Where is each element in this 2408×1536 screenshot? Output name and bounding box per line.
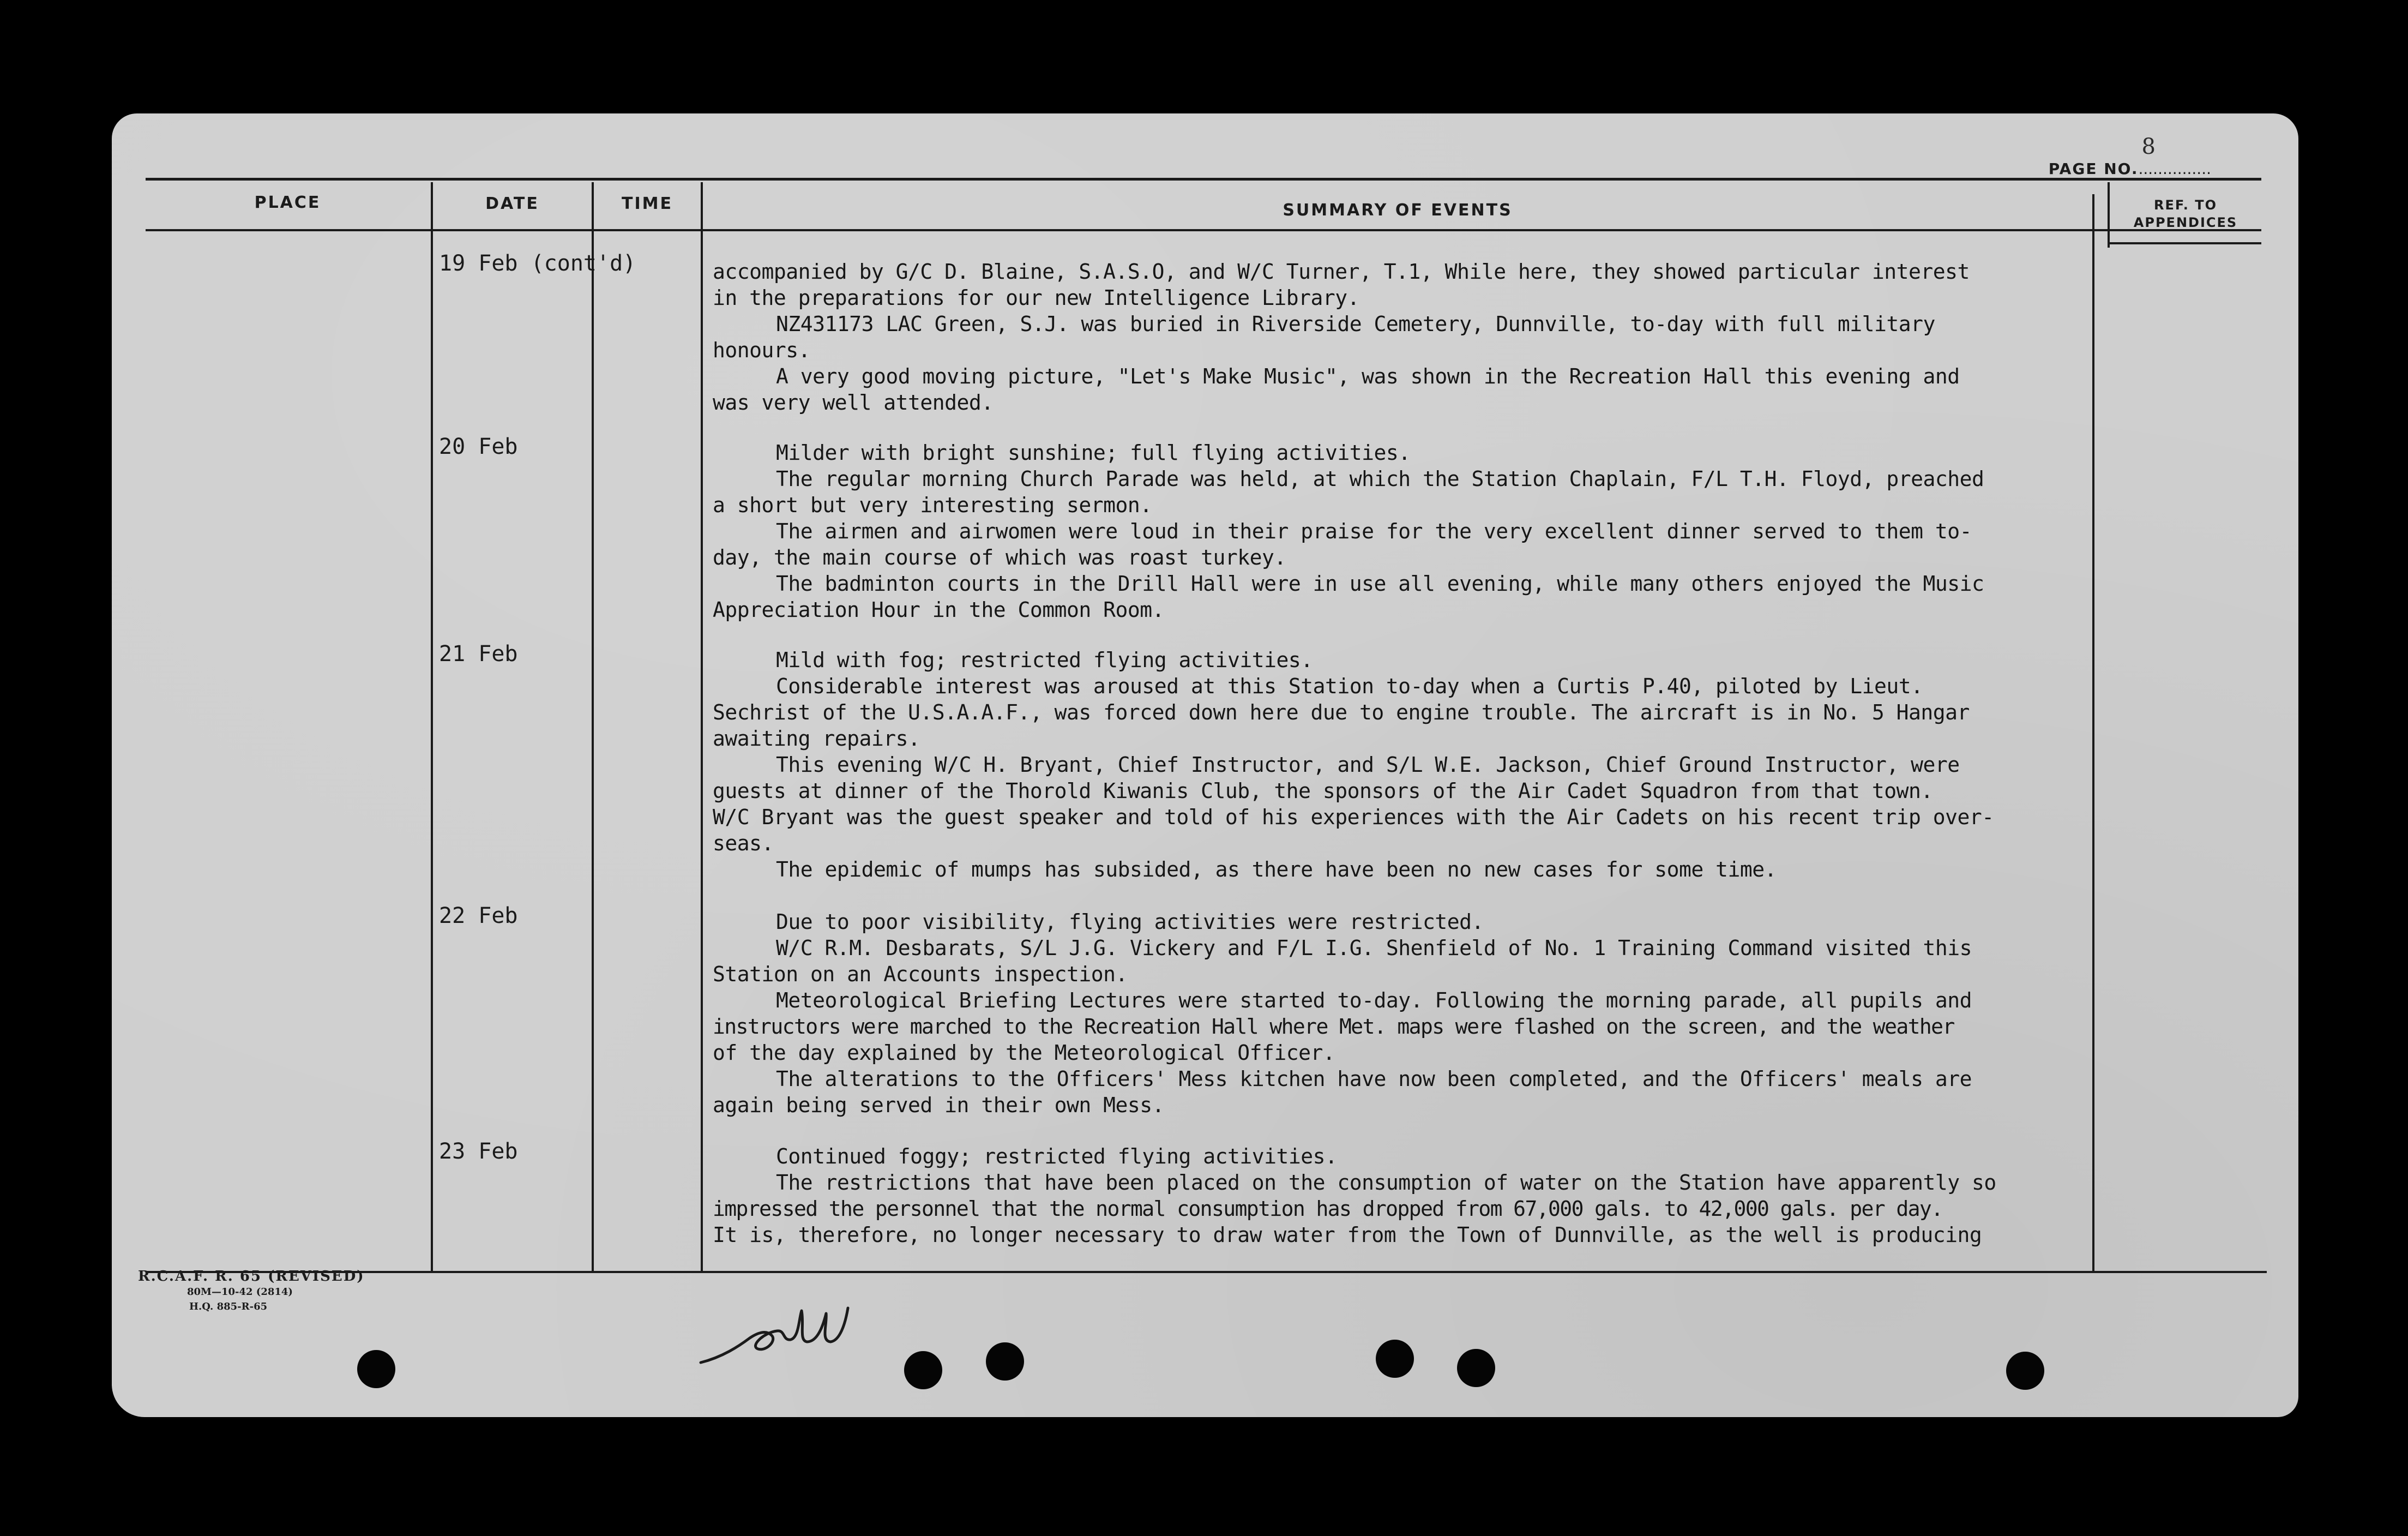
form-number: R.C.A.F. R. 65 (REVISED) xyxy=(138,1268,365,1285)
summary-header: SUMMARY OF EVENTS xyxy=(1283,201,1513,220)
date-time-divider xyxy=(592,182,594,1271)
summary-line: guests at dinner of the Thorold Kiwanis Club, the sponsors of the Air Cadet Squadron from that town. xyxy=(713,779,1933,803)
summary-entry-22-feb xyxy=(713,909,2098,1118)
summary-line: Considerable interest was aroused at this Station to-day when a Curtis P.40, piloted by Lieut. xyxy=(776,674,1923,698)
bottom-rule xyxy=(146,1271,2267,1273)
summary-line: impressed the personnel that the normal consumption has dropped from 67,000 gals. to 42,000 gals. per day. xyxy=(713,1197,1943,1221)
time-summary-divider xyxy=(701,182,703,1271)
summary-line: The regular morning Church Parade was held, at which the Station Chaplain, F/L T.H. Floyd, preached xyxy=(776,467,1984,491)
summary-line: The alterations to the Officers' Mess kitchen have now been completed, and the Officers' meals are xyxy=(776,1067,1972,1091)
summary-line: again being served in their own Mess. xyxy=(713,1093,1164,1117)
summary-line: Sechrist of the U.S.A.A.F., was forced down here due to engine trouble. The aircraft is in No. 5 Hangar xyxy=(713,700,1970,724)
summary-line: A very good moving picture, "Let's Make Music", was shown in the Recreation Hall this evening and xyxy=(776,364,1960,388)
punch-hole xyxy=(986,1342,1024,1381)
ref-header xyxy=(2110,196,2261,231)
summary-line: The restrictions that have been placed on the consumption of water on the Station have apparently so xyxy=(776,1171,1996,1195)
summary-line: The epidemic of mumps has subsided, as there have been no new cases for some time. xyxy=(776,857,1777,881)
summary-line: Continued foggy; restricted flying activities. xyxy=(776,1144,1338,1168)
page-no-dots: ............... xyxy=(2138,160,2211,178)
summary-line: Mild with fog; restricted flying activities. xyxy=(776,648,1313,672)
form-hq-code: H.Q. 885-R-65 xyxy=(189,1301,268,1312)
summary-line: W/C R.M. Desbarats, S/L J.G. Vickery and F/L I.G. Shenfield of No. 1 Training Command visited this xyxy=(776,936,1972,960)
punch-hole xyxy=(2006,1352,2044,1390)
summary-entry-20-feb xyxy=(713,440,2098,623)
summary-line: in the preparations for our new Intelligence Library. xyxy=(713,286,1360,310)
summary-entry-19-feb xyxy=(713,259,2098,416)
summary-line: accompanied by G/C D. Blaine, S.A.S.O, and W/C Turner, T.1, While here, they showed particular interest xyxy=(713,260,1970,284)
summary-line: The badminton courts in the Drill Hall were in use all evening, while many others enjoyed the Music xyxy=(776,572,1984,596)
form-print-code: 80M—10-42 (2814) xyxy=(187,1286,293,1298)
summary-line: awaiting repairs. xyxy=(713,727,920,751)
page-no-text: PAGE NO. xyxy=(2048,160,2139,178)
page-no-label xyxy=(2049,160,2211,178)
date-entry: 22 Feb xyxy=(439,903,518,928)
punch-hole xyxy=(1457,1349,1495,1387)
date-entry: 23 Feb xyxy=(439,1139,518,1164)
place-header: PLACE xyxy=(254,193,321,212)
summary-entry-23-feb xyxy=(713,1143,2098,1248)
summary-line: Due to poor visibility, flying activities were restricted. xyxy=(776,910,1484,934)
handwritten-initials xyxy=(690,1281,897,1390)
summary-line: The airmen and airwomen were loud in their praise for the very excellent dinner served to them to- xyxy=(776,519,1972,543)
time-header: TIME xyxy=(622,194,673,213)
date-entry: 19 Feb (cont'd) xyxy=(439,251,636,276)
date-entry: 21 Feb xyxy=(439,641,518,667)
summary-line: Milder with bright sunshine; full flying activities. xyxy=(776,441,1411,465)
place-date-divider xyxy=(431,182,433,1271)
page-number: 8 xyxy=(2141,134,2156,159)
summary-line: of the day explained by the Meteorological Officer. xyxy=(713,1041,1335,1065)
summary-line: seas. xyxy=(713,831,774,855)
top-rule xyxy=(146,178,2261,181)
summary-line: instructors were marched to the Recreation Hall where Met. maps were flashed on the screen, and the weather xyxy=(713,1015,1954,1039)
punch-hole xyxy=(904,1351,942,1389)
summary-line: Meteorological Briefing Lectures were started to-day. Following the morning parade, all pupils and xyxy=(776,988,1972,1012)
summary-line: day, the main course of which was roast turkey. xyxy=(713,545,1286,569)
summary-entry-21-feb xyxy=(713,647,2098,883)
summary-line: It is, therefore, no longer necessary to draw water from the Town of Dunnville, as the well is producing xyxy=(713,1223,1982,1247)
summary-line: a short but very interesting sermon. xyxy=(713,493,1152,517)
summary-line: Appreciation Hour in the Common Room. xyxy=(713,598,1164,622)
punch-hole xyxy=(357,1350,395,1388)
summary-line: Station on an Accounts inspection. xyxy=(713,962,1128,986)
header-rule xyxy=(146,229,2261,231)
summary-line: This evening W/C H. Bryant, Chief Instructor, and S/L W.E. Jackson, Chief Ground Instructor, were xyxy=(776,753,1960,777)
date-entry: 20 Feb xyxy=(439,434,518,459)
ref-header-line2: APPENDICES xyxy=(2133,215,2238,230)
summary-line: was very well attended. xyxy=(713,391,994,415)
summary-line: honours. xyxy=(713,338,811,362)
date-header: DATE xyxy=(485,194,539,213)
form-number-label xyxy=(138,1268,365,1314)
ref-header-line1: REF. TO xyxy=(2154,197,2217,213)
document-card xyxy=(112,113,2298,1417)
summary-line: W/C Bryant was the guest speaker and told of his experiences with the Air Cadets on his recent trip over- xyxy=(713,805,1994,829)
punch-hole xyxy=(1376,1340,1414,1378)
ref-header-rule xyxy=(2108,242,2261,244)
summary-line: NZ431173 LAC Green, S.J. was buried in Riverside Cemetery, Dunnville, to-day with full military xyxy=(776,312,1935,336)
